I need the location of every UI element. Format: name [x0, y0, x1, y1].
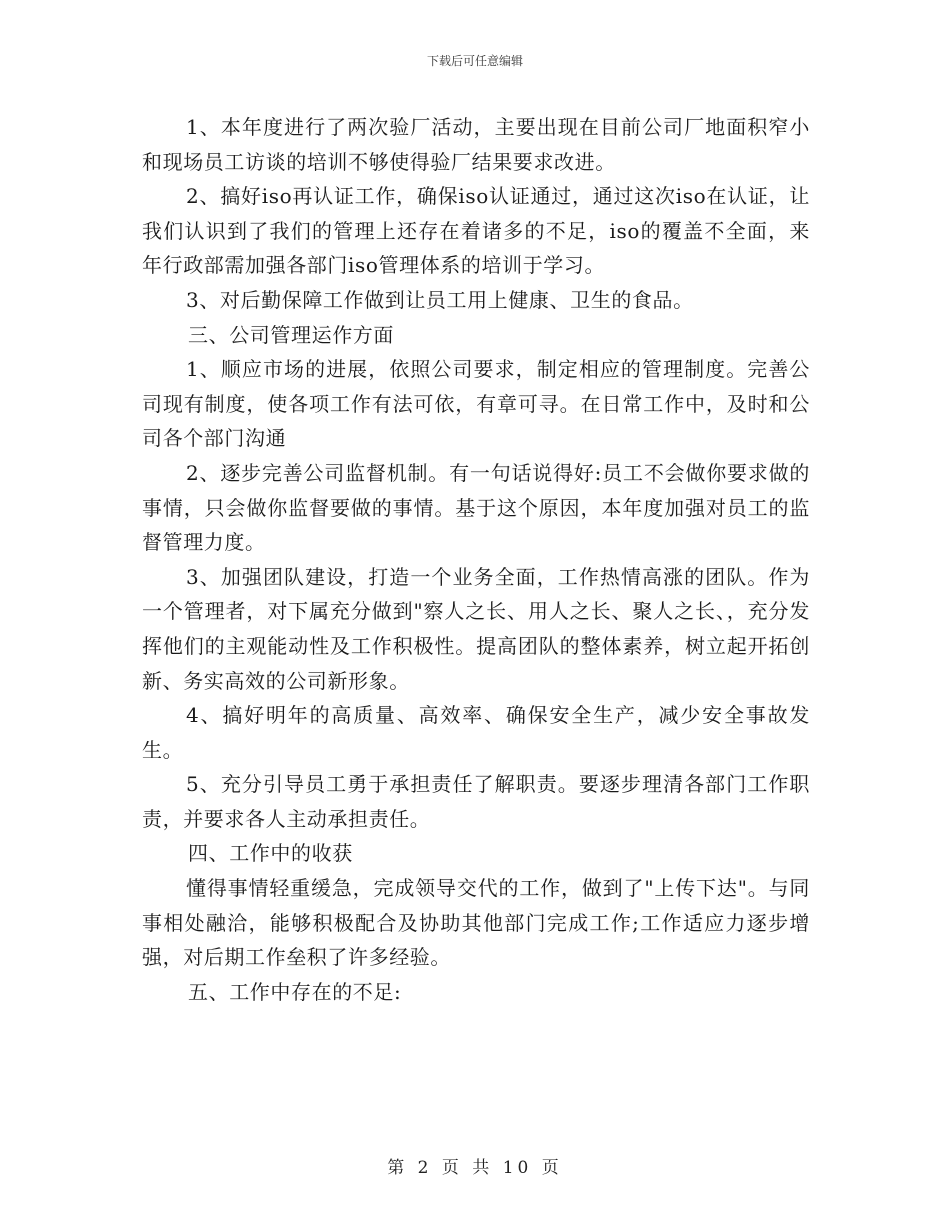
section-heading: 五、工作中存在的不足:: [188, 979, 402, 1004]
paragraph: 3、加强团队建设，打造一个业务全面，工作热情高涨的团队。作为一个管理者，对下属充分做到"察人之长、用人之长、聚人之长、，充分发挥他们的主观能动性及工作积极性。提高团队的整体素养，树立起开拓创新、务实高效的公司新形象。: [142, 564, 810, 693]
paragraph: 1、本年度进行了两次验厂活动，主要出现在目前公司厂地面积窄小和现场员工访谈的培训不够使得验厂结果要求改进。: [142, 115, 810, 174]
paragraph: 4、搞好明年的高质量、高效率、确保安全生产，减少安全事故发生。: [142, 703, 810, 762]
section-heading: 四、工作中的收获: [188, 841, 353, 866]
paragraph: 5、充分引导员工勇于承担责任了解职责。要逐步理清各部门工作职责，并要求各人主动承担责任。: [142, 772, 810, 831]
paragraph: 3、对后勤保障工作做到让员工用上健康、卫生的食品。: [186, 287, 694, 312]
page-header-note: 下载后可任意编辑: [426, 54, 523, 68]
paragraph: 2、搞好iso再认证工作，确保iso认证通过，通过这次iso在认证，让我们认识到了我们的管理上还存在着诸多的不足，iso的覆盖不全面，来年行政部需加强各部门iso管理体系的培训于学习。: [142, 184, 810, 278]
section-heading: 三、公司管理运作方面: [188, 322, 394, 347]
paragraph: 2、逐步完善公司监督机制。有一句话说得好:员工不会做你要求做的事情，只会做你监督要做的事情。基于这个原因，本年度加强对员工的监督管理力度。: [142, 460, 810, 555]
document-body: [142, 110, 810, 1009]
page-number-footer: 第 2 页 共 10 页: [387, 1158, 563, 1178]
paragraph: 1、顺应市场的进展，依照公司要求，制定相应的管理制度。完善公司现有制度，使各项工作有法可依，有章可寻。在日常工作中，及时和公司各个部门沟通: [142, 357, 810, 451]
paragraph: 懂得事情轻重缓急，完成领导交代的工作，做到了"上传下达"。与同事相处融洽，能够积极配合及协助其他部门完成工作;工作适应力逐步增强，对后期工作垒积了许多经验。: [142, 876, 810, 970]
